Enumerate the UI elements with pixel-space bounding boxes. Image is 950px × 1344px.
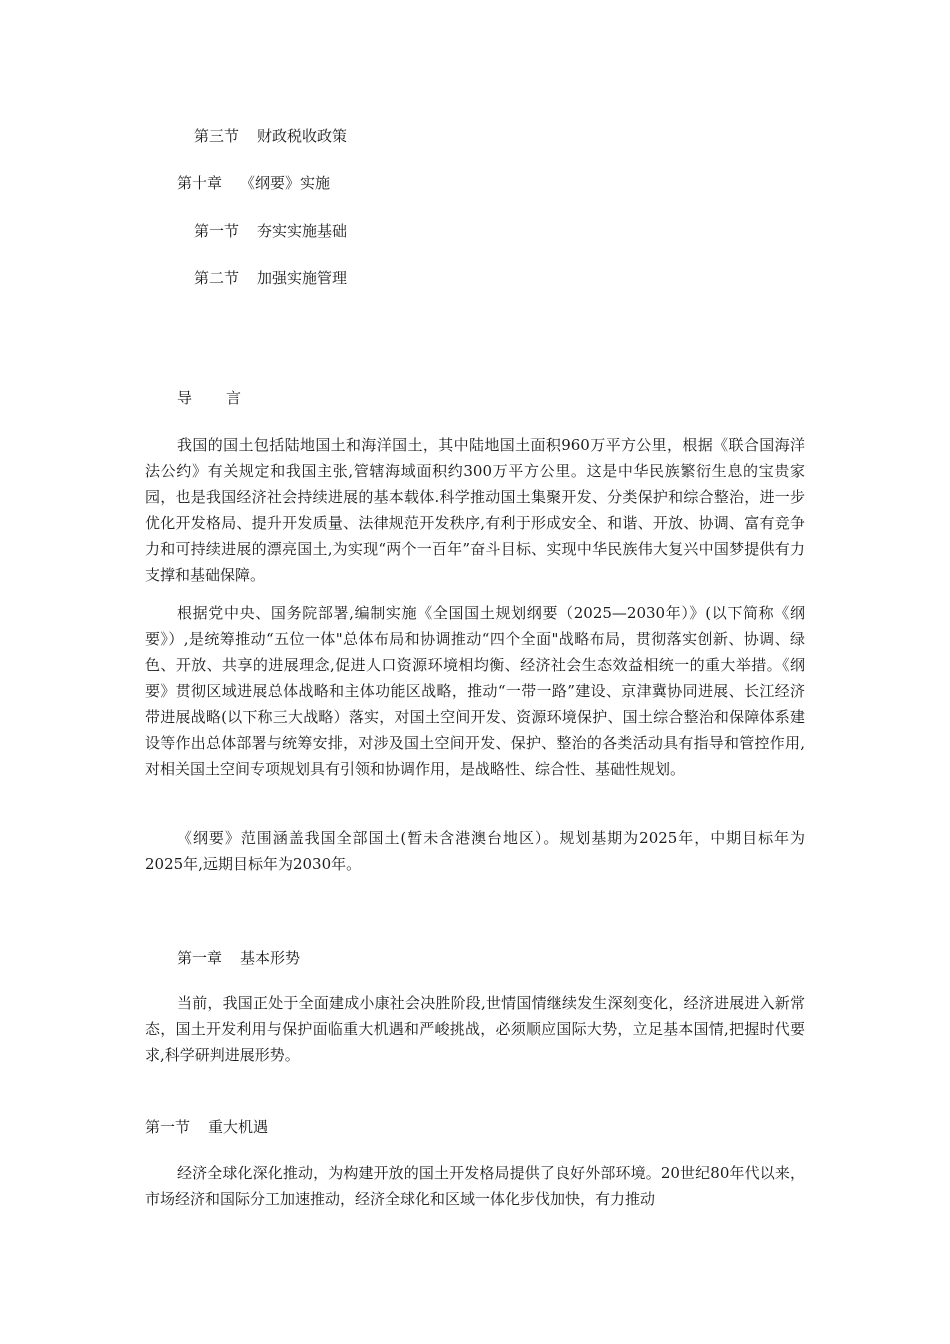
- section-1-paragraph-1: 经济全球化深化推动，为构建开放的国土开发格局提供了良好外部环境。20世纪80年代以来，市场经济和国际分工加速推动，经济全球化和区域一体化步伐加快，有力推动: [145, 1164, 805, 1208]
- intro-paragraph-3: 《纲要》范围涵盖我国全部国土(暂未含港澳台地区）。规划基期为2025年，中期目标年为2025年,远期目标年为2030年。: [145, 829, 805, 873]
- section-number: 第一节: [145, 1118, 191, 1136]
- toc-section-number: 第三节: [194, 127, 240, 145]
- chapter-1-paragraph-1: 当前，我国正处于全面建成小康社会决胜阶段,世情国情继续发生深刻变化，经济进展进入新常态，国土开发利用与保护面临重大机遇和严峻挑战，必须顺应国际大势，立足基本国情,把握时代要求,科学研判进展形势。: [145, 994, 805, 1064]
- intro-heading: 导 言: [177, 389, 242, 407]
- toc-section-number: 第二节: [194, 269, 240, 287]
- chapter-number: 第一章: [177, 949, 223, 967]
- chapter-1-heading: [177, 945, 300, 971]
- intro-paragraph-1: 我国的国土包括陆地国土和海洋国土，其中陆地国土面积960万平方公里，根据《联合国海洋法公约》有关规定和我国主张,管辖海域面积约300万平方公里。这是中华民族繁衍生息的宝贵家园，也是我国经济社会持续进展的基本载体.科学推动国土集聚开发、分类保护和综合整治，进一步优化开发格局、提升开发质量、法律规范开发秩序,有利于形成安全、和谐、开放、协调、富有竞争力和可持续进展的漂亮国土,为实现“两个一百年”奋斗目标、实现中华民族伟大复兴中国梦提供有力支撑和基础保障。: [145, 436, 805, 584]
- toc-entry-section-3[interactable]: [194, 123, 347, 149]
- toc-entry-chapter-10-section-1[interactable]: [194, 218, 347, 244]
- section-title: 重大机遇: [208, 1118, 269, 1136]
- toc-section-number: 第一节: [194, 222, 240, 240]
- toc-entry-chapter-10-section-2[interactable]: [194, 265, 347, 291]
- section-1-heading: [145, 1114, 268, 1140]
- toc-section-title: 财政税收政策: [257, 127, 348, 145]
- intro-paragraph-2: 根据党中央、国务院部署,编制实施《全国国土规划纲要（2025—2030年）》(以下简称《纲要》）,是统筹推动“五位一体"总体布局和协调推动“四个全面"战略布局，贯彻落实创新、协调、绿色、开放、共享的进展理念,促进人口资源环境相均衡、经济社会生态效益相统一的重大举措。《纲要》贯彻区域进展总体战略和主体功能区战略，推动“一带一路”建设、京津冀协同进展、长江经济带进展战略(以下称三大战略）落实，对国土空间开发、资源环境保护、国土综合整治和保障体系建设等作出总体部署与统筹安排，对涉及国土空间开发、保护、整治的各类活动具有指导和管控作用,对相关国土空间专项规划具有引领和协调作用，是战略性、综合性、基础性规划。: [145, 604, 805, 778]
- chapter-title: 基本形势: [240, 949, 301, 967]
- toc-entry-chapter-10[interactable]: [177, 170, 330, 196]
- toc-section-title: 夯实实施基础: [257, 222, 348, 240]
- toc-section-title: 加强实施管理: [257, 269, 348, 287]
- toc-chapter-title: 《纲要》实施: [240, 174, 331, 192]
- toc-chapter-number: 第十章: [177, 174, 223, 192]
